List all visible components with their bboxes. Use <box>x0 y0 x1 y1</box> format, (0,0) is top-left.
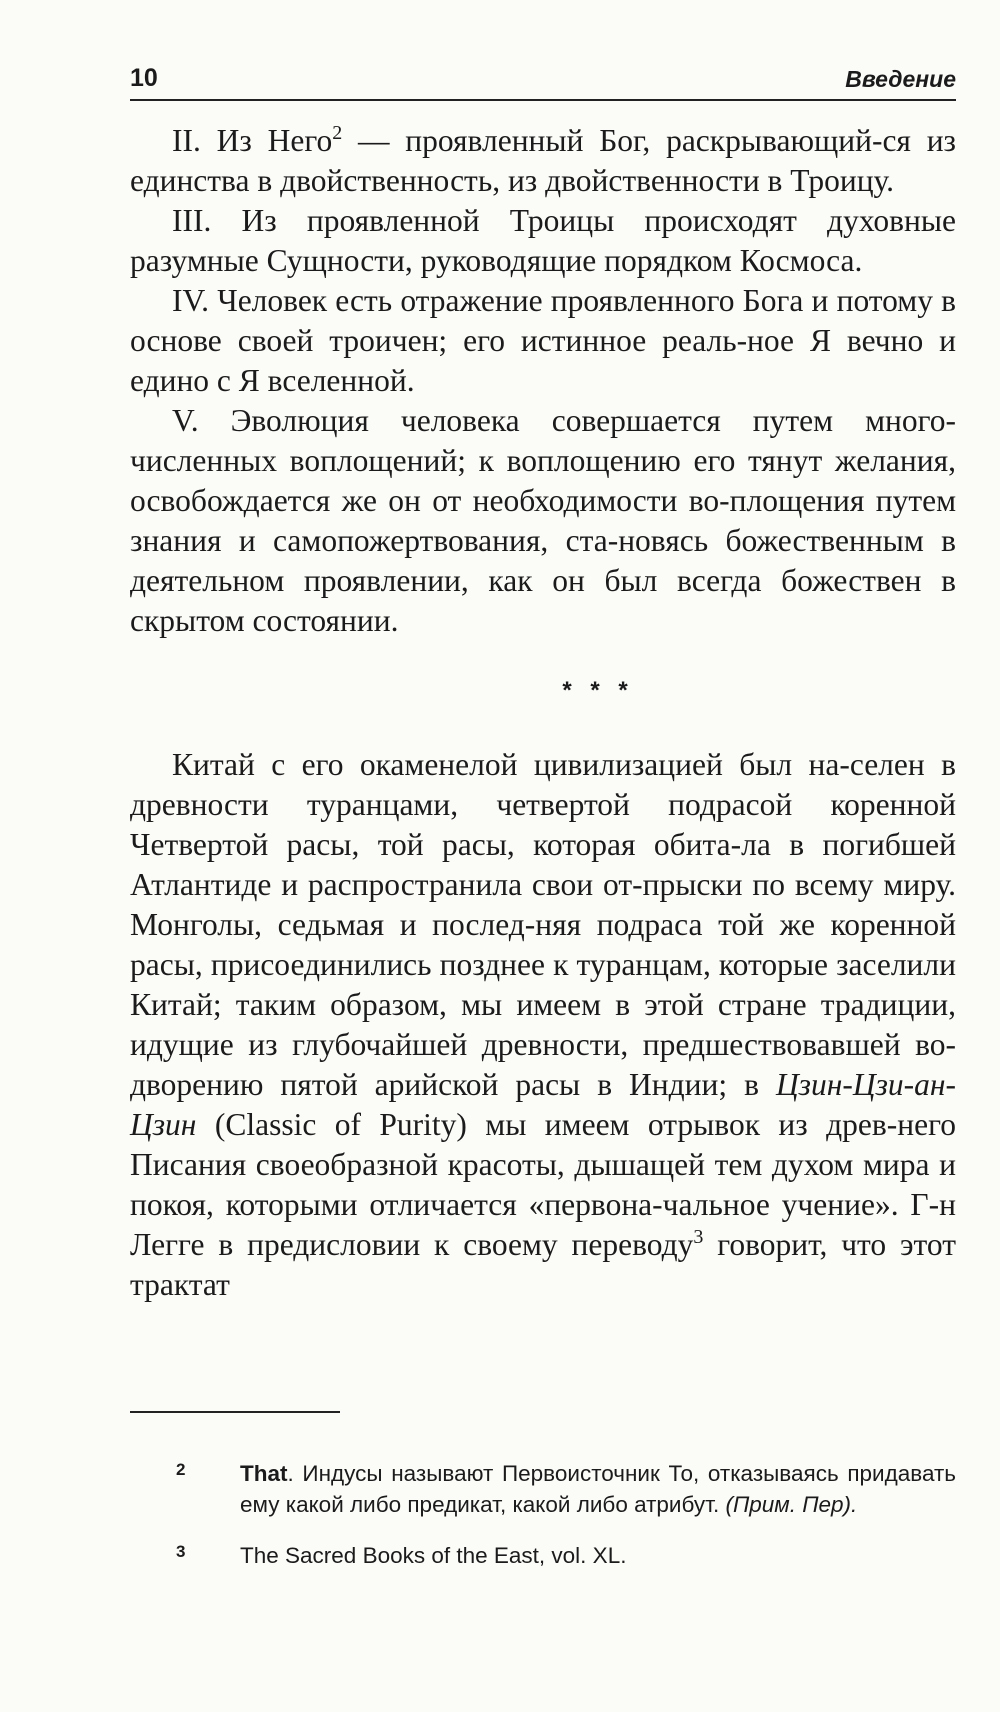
footnote-ref-3: 3 <box>693 1226 704 1248</box>
footnote-body: . Индусы называют Первоисточник То, отказываясь придавать ему какой либо предикат, какой либо атрибут. <box>240 1461 956 1517</box>
section-separator: * * * <box>562 677 634 704</box>
paragraph-china-start: Китай с его окаменелой цивилизацией был на-селен в древности туранцами, четвертой подрасой коренной Четвертой расы, той расы, которая обита-ла в погибшей Атлантиде и распространила свои от-прыски по всему миру. Монголы, седьмая и послед-няя подраса той же коренной расы, присоединились позднее к туранцам, которые заселили Китай; таким образом, мы имеем в этой стране традиции, идущие из глубочайшей древности, предшествовавшей во-дворению пятой арийской расы в Индии; в <box>130 747 956 1102</box>
paragraph-iii: III. Из проявленной Троицы происходят духовные разумные Сущности, руководящие порядком Космоса. <box>130 203 956 278</box>
translator-note: (Прим. Пер). <box>725 1492 858 1517</box>
footnote-2 <box>130 1458 956 1520</box>
section-title: Введение <box>845 66 956 92</box>
footnote-lead-word: That <box>240 1461 288 1486</box>
paragraph-china-middle: (Classic of Purity) мы имеем отрывок из древ-него Писания своеобразной красоты, дышащей тем духом мира и покоя, которыми отличается «первона-чальное учение». Г-н Легге в предисловии к своему переводу <box>130 1107 956 1262</box>
footnote-ref-2: 2 <box>332 122 343 144</box>
running-head <box>130 64 956 101</box>
paragraph-ii-rest: — проявленный Бог, раскрывающий-ся из единства в двойственность, из двойственности в Троицу. <box>130 123 956 198</box>
footnotes <box>130 1458 956 1591</box>
footnote-divider <box>130 1411 340 1413</box>
paragraph-iv: IV. Человек есть отражение проявленного Бога и потому в основе своей троичен; его истинное реаль-ное Я вечно и едино с Я вселенной. <box>130 283 956 398</box>
footnote-number: 3 <box>176 1542 186 1561</box>
paragraph-ii <box>130 121 956 201</box>
book-title-italic: Цзин-Цзи-ан-Цзин <box>130 1067 956 1142</box>
paragraph-china <box>130 745 956 1305</box>
footnote-3 <box>130 1540 956 1571</box>
paragraph-ii-start: II. Из Него <box>172 123 333 158</box>
footnote-number: 2 <box>176 1460 186 1479</box>
paragraph-china-end: говорит, что этот трактат <box>130 1227 956 1302</box>
footnote-text <box>240 1458 956 1520</box>
main-text <box>130 121 956 1305</box>
page-number: 10 <box>130 64 158 92</box>
paragraph-v: V. Эволюция человека совершается путем много-численных воплощений; к воплощению его тянут желания, освобождается же он от необходимости во-площения путем знания и самопожертвования, ста-новясь божественным в деятельном проявлении, как он был всегда божествен в скрытом состоянии. <box>130 403 956 638</box>
footnote-text: The Sacred Books of the East, vol. XL. <box>240 1543 627 1568</box>
